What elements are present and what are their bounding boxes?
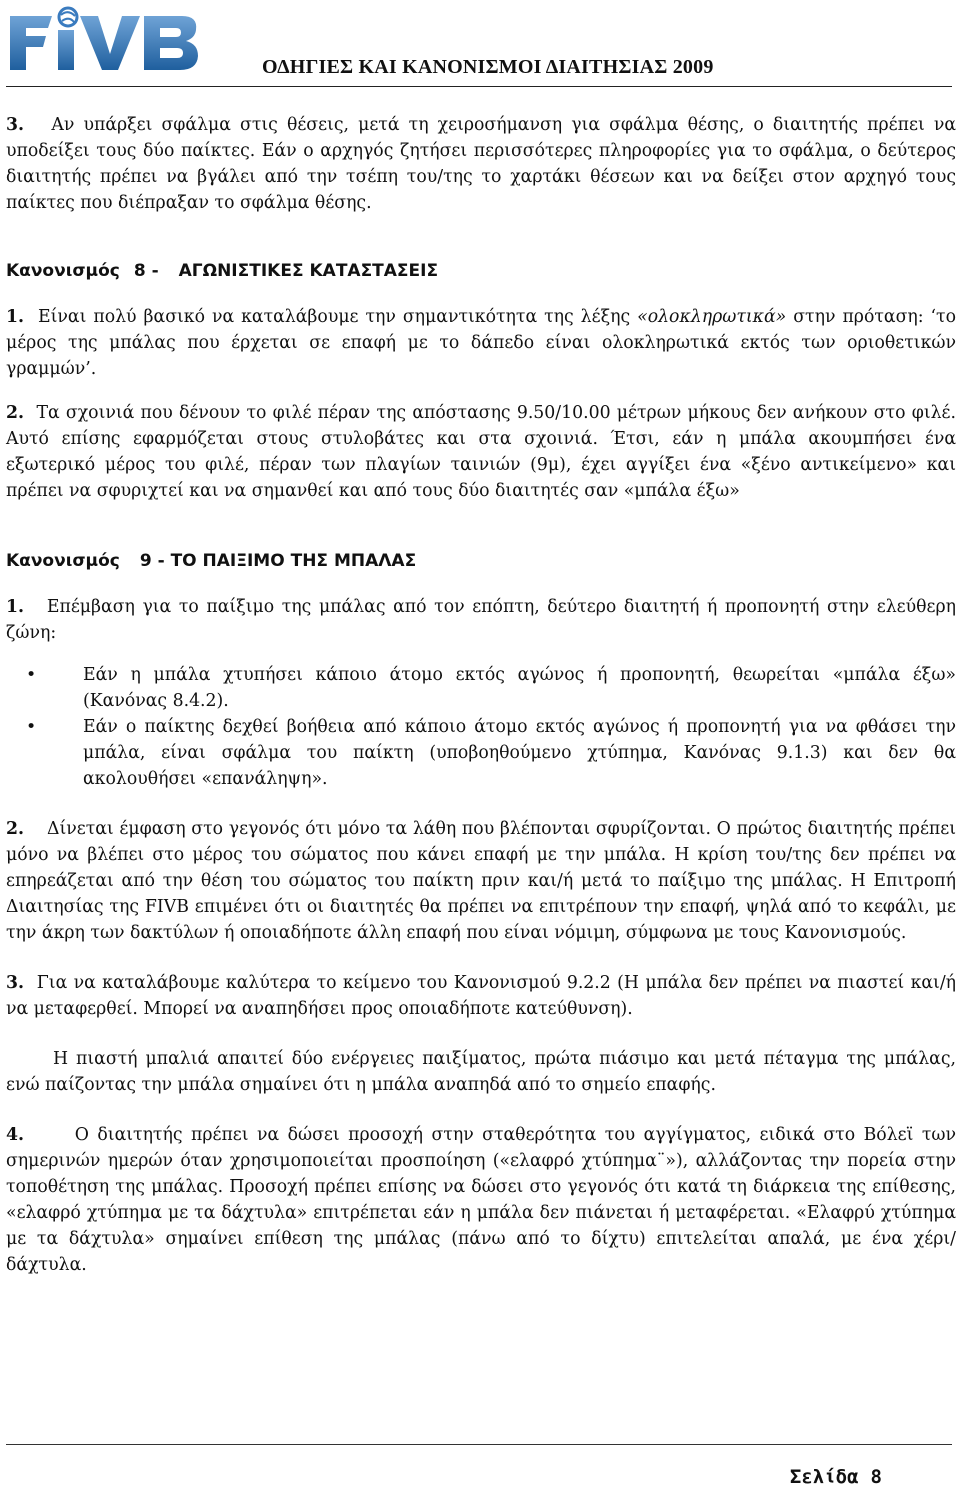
paragraph-9-4 (6, 1122, 956, 1278)
document-body (6, 112, 956, 1278)
paragraph-text: Δίνεται έμφαση στο γεγονός ότι μόνο τα λάθη που βλέπονται σφυρίζονται. Ο πρώτος διαιτητής πρέπει μόνο να βλέπει στο μέρος του σώματος που κάνει επαφή με την μπάλα. Η κρίση του/της δεν πρέπει να επηρεάζεται από την θέση του σώματος του παίκτη πριν και/ή μετά το παίξιμο της μπάλας. Η Επιτροπή Διαιτησίας της FIVB επιμένει ότι οι διαιτητές θα πρέπει να επιτρέπουν την επαφή, ψηλά από το κεφάλι, με την άκρη των δακτύλων ή οποιαδήποτε άλλη επαφή που είναι νόμιμη, σύμφωνα με τους Κανονισμούς. (6, 819, 956, 943)
paragraph-8-1 (6, 304, 956, 382)
paragraph-text: Η πιαστή μπαλιά απαιτεί δύο ενέργειες παιξίματος, πρώτα πιάσιμο και μετά πέταγμα της μπάλας, ενώ παίζοντας την μπάλα σημαίνει ότι η μπάλα αναπηδά από το σημείο επαφής. (6, 1049, 956, 1095)
paragraph-text: Αν υπάρξει σφάλμα στις θέσεις, μετά τη χειροσήμανση για σφάλμα θέσης, ο διαιτητής πρέπει να υποδείξει τους δύο παίκτες. Εάν ο αρχηγός ζητήσει περισσότερες πληροφορίες για το σφάλμα, ο δεύτερος διαιτητής πρέπει να βγάλει από την τσέπη του/της το χαρτάκι θέσεων και να δείξει στον αρχηγό τους παίκτες που διέπραξαν το σφάλμα θέσης. (6, 115, 956, 213)
paragraph-9-1 (6, 594, 956, 646)
paragraph-9-3 (6, 970, 956, 1022)
paragraph-intro-3 (6, 112, 956, 216)
bullet-list (6, 662, 956, 792)
paragraph-number: 1. (6, 597, 25, 617)
heading-number: 8 - (133, 261, 159, 281)
section-heading-rule-8 (6, 258, 956, 284)
document-header-title: ΟΔΗΓΙΕΣ ΚΑΙ ΚΑΝΟΝΙΣΜΟΙ ΔΙΑΙΤΗΣΙΑΣ 2009 (262, 56, 714, 78)
list-item (6, 662, 956, 714)
paragraph-number: 2. (6, 403, 25, 423)
paragraph-number: 1. (6, 307, 25, 327)
paragraph-text: στην πρόταση: ‘το μέρος της μπάλας που έρχεται σε επαφή με το δάπεδο είναι ολοκληρωτικά εκτός των οριοθετικών γραμμών’. (6, 307, 956, 379)
footer-divider (6, 1444, 952, 1445)
paragraph-text: Για να καταλάβουμε καλύτερα το κείμενο του Κανονισμού 9.2.2 (Η μπάλα δεν πρέπει να πιαστεί και/ή να μεταφερθεί. Μπορεί να αναπηδήσει προς οποιαδήποτε κατεύθυνση). (6, 973, 956, 1019)
header-divider (6, 86, 952, 87)
paragraph-8-2 (6, 400, 956, 504)
bullet-icon: • (26, 665, 37, 685)
heading-label: Κανονισμός (6, 551, 120, 571)
page-number (790, 1466, 882, 1488)
paragraph-text: Τα σχοινιά που δένουν το φιλέ πέραν της απόστασης 9.50/10.00 μέτρων μήκους δεν ανήκουν στο φιλέ. Αυτό επίσης εφαρμόζεται στους στυλοβάτες και στα σχοινιά. Έτσι, εάν η μπάλα ακουμπήσει ένα εξωτερικό μέρος του φιλέ, πέραν των πλαγίων ταινιών (9μ), έχει αγγίξει ένα «ξένο αντικείμενο» και πρέπει να σφυριχτεί και να σημανθεί και από τους δύο διαιτητές σαν «μπάλα έξω» (6, 403, 956, 501)
paragraph-text: Είναι πολύ βασικό να καταλάβουμε την σημαντικότητα της λέξης (38, 307, 638, 327)
section-heading-rule-9 (6, 548, 956, 574)
list-item-text: Εάν η μπάλα χτυπήσει κάποιο άτομο εκτός αγώνος ή προπονητή, θεωρείται «μπάλα έξω» (Κανόνας 8.4.2). (83, 665, 956, 711)
paragraph-text: Επέμβαση για το παίξιμο της μπάλας από τον επόπτη, δεύτερο διαιτητή ή προπονητή στην ελεύθερη ζώνη: (6, 597, 957, 643)
bullet-icon: • (26, 717, 37, 737)
paragraph-9-3-continued (6, 1046, 956, 1098)
heading-title: - ΤΟ ΠΑΙΞΙΜΟ ΤΗΣ ΜΠΑΛΑΣ (157, 551, 417, 571)
page-number-value: 8 (870, 1466, 882, 1488)
paragraph-number: 3. (6, 115, 25, 135)
list-item-text: Εάν ο παίκτης δεχθεί βοήθεια από κάποιο άτομο εκτός αγώνος ή προπονητή για να φθάσει την μπάλα, είναι σφάλμα του παίκτη (υποβοηθούμενο χτύπημα, Κανόνας 9.1.3) και δεν θα ακολουθήσει «επανάληψη». (83, 717, 956, 789)
list-item (6, 714, 956, 792)
page-label: Σελίδα (789, 1466, 859, 1488)
paragraph-number: 2. (6, 819, 25, 839)
heading-title: ΑΓΩΝΙΣΤΙΚΕΣ ΚΑΤΑΣΤΑΣΕΙΣ (178, 261, 439, 281)
paragraph-number: 3. (6, 973, 25, 993)
heading-label: Κανονισμός (6, 261, 120, 281)
paragraph-9-2 (6, 816, 956, 946)
paragraph-number: 4. (6, 1125, 25, 1145)
emphasis-term: «ολοκληρωτικά» (637, 307, 787, 327)
fivb-logo (6, 4, 202, 74)
heading-number: 9 (139, 551, 152, 571)
paragraph-text: Ο διαιτητής πρέπει να δώσει προσοχή στην σταθερότητα του αγγίγματος, ειδικά στο Βόλεϊ των σημερινών ημερών όταν χρησιμοποιείται προσποίηση («ελαφρό χτύπημα¨»), αλλάζοντας την πορεία στην τοποθέτηση της μπάλας. Προσοχή πρέπει επίσης να δώσει στο γεγονός ότι κατά τη διάρκεια της επίθεσης, «ελαφρό χτύπημα με τα δάχτυλα» επιτρέπεται εάν η μπάλα δεν πιάνεται ή μεταφέρεται. «Ελαφρύ χτύπημα με τα δάχτυλα» σημαίνει επίθεση της μπάλας (πάνω από το δίχτυ) επιτελείται απαλά, με ένα χέρι/δάχτυλα. (6, 1125, 956, 1275)
